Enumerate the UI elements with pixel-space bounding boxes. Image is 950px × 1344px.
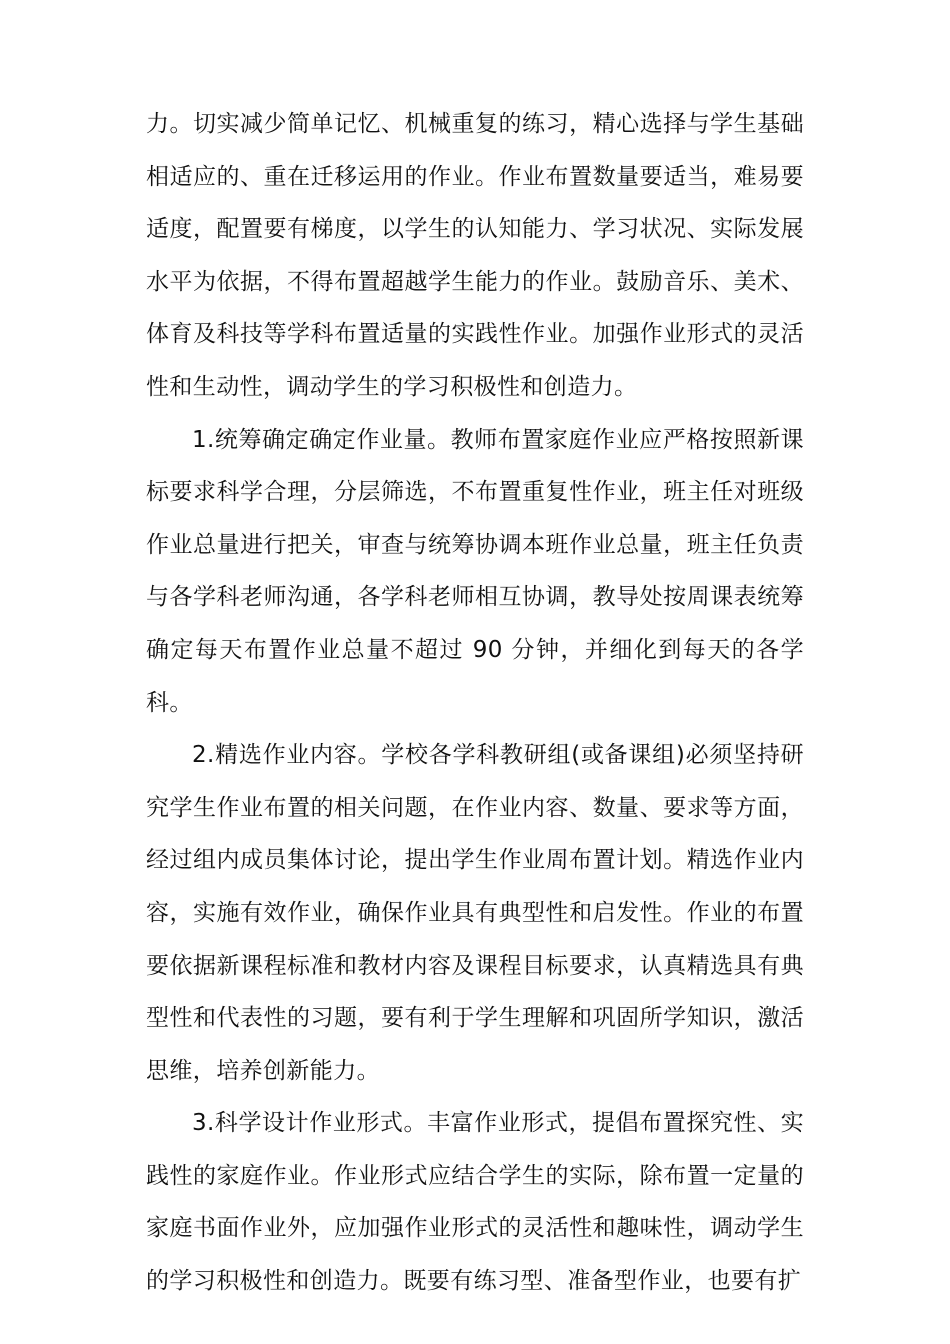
paragraph-homework-form: 3.科学设计作业形式。丰富作业形式，提倡布置探究性、实践性的家庭作业。作业形式应结合学生的实际，除布置一定量的家庭书面作业外，应加强作业形式的灵活性和趣味性，调动学生的学习积极性和创造力。既要有练习型、准备型作业，也要有扩 (146, 1110, 804, 1295)
paragraph-homework-amount: 1.统筹确定确定作业量。教师布置家庭作业应严格按照新课标要求科学合理，分层筛选，不布置重复性作业，班主任对班级作业总量进行把关，审查与统筹协调本班作业总量，班主任负责与各学科老师沟通，各学科老师相互协调，教导处按周课表统筹确定每天布置作业总量不超过 90 分钟，并细化到每天的各学科。 (146, 426, 804, 716)
paragraph-continuation: 力。切实减少简单记忆、机械重复的练习，精心选择与学生基础相适应的、重在迁移运用的作业。作业布置数量要适当，难易要适度，配置要有梯度，以学生的认知能力、学习状况、实际发展水平为依据，不得布置超越学生能力的作业。鼓励音乐、美术、体育及科技等学科布置适量的实践性作业。加强作业形式的灵活性和生动性，调动学生的学习积极性和创造力。 (146, 111, 804, 400)
paragraph-homework-content: 2.精选作业内容。学校各学科教研组(或备课组)必须坚持研究学生作业布置的相关问题，在作业内容、数量、要求等方面，经过组内成员集体讨论，提出学生作业周布置计划。精选作业内容，实施有效作业，确保作业具有典型性和启发性。作业的布置要依据新课程标准和教材内容及课程目标要求，认真精选具有典型性和代表性的习题，要有利于学生理解和巩固所学知识，激活思维，培养创新能力。 (146, 742, 804, 1084)
